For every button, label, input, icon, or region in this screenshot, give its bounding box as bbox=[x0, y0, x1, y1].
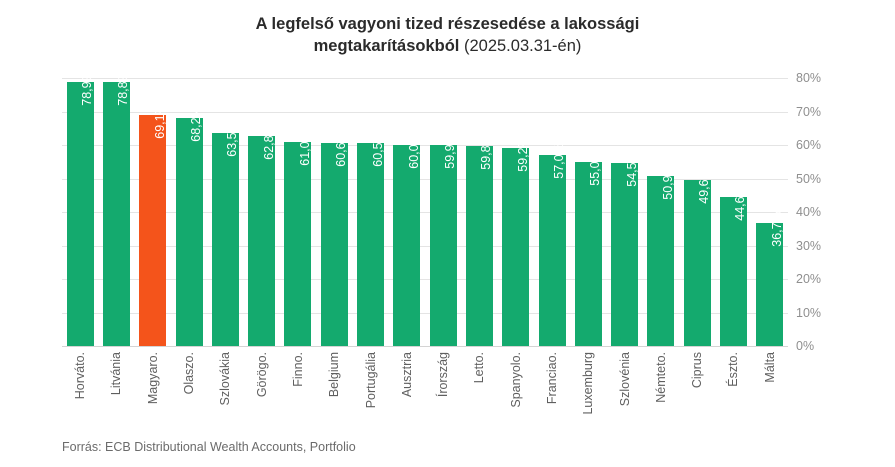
x-label-slot bbox=[316, 352, 352, 442]
bar-slot bbox=[62, 69, 98, 346]
x-label-slot bbox=[352, 352, 388, 442]
x-label-slot bbox=[752, 352, 788, 442]
bar[interactable] bbox=[321, 131, 349, 346]
bar[interactable] bbox=[720, 184, 748, 346]
x-axis-category-label: Magyaro. bbox=[145, 352, 160, 405]
x-label-slot bbox=[498, 352, 534, 442]
bar-value-label: 55,0% bbox=[588, 150, 603, 186]
bar-slot bbox=[280, 78, 316, 346]
bar[interactable] bbox=[139, 102, 167, 346]
bar-slot bbox=[643, 78, 679, 346]
bar-value-label: 63,5% bbox=[225, 121, 240, 158]
x-label-slot bbox=[715, 352, 751, 442]
page-title bbox=[0, 14, 895, 58]
bar[interactable] bbox=[103, 70, 131, 346]
x-axis-category-label: Franciao. bbox=[545, 352, 559, 405]
bar-slot bbox=[207, 78, 243, 346]
bar[interactable] bbox=[502, 135, 530, 346]
x-axis-category-label: Írország bbox=[436, 352, 451, 398]
bar[interactable] bbox=[357, 131, 385, 346]
bar[interactable] bbox=[684, 168, 712, 346]
y-axis-tick-label: 80% bbox=[796, 71, 822, 85]
bar[interactable] bbox=[248, 123, 276, 346]
title-line-1: A legfelső vagyoni tized részesedése a lakossági bbox=[255, 15, 640, 33]
x-label-slot bbox=[534, 352, 570, 442]
bar[interactable] bbox=[611, 151, 639, 346]
x-label-slot bbox=[606, 352, 642, 442]
x-label-slot bbox=[171, 352, 207, 442]
bar-slot bbox=[98, 70, 134, 346]
x-axis-category-label: Belgium bbox=[327, 352, 342, 398]
bar-slot bbox=[389, 78, 425, 346]
x-axis-category-label: Olaszo. bbox=[182, 352, 197, 395]
bar-slot bbox=[752, 78, 788, 346]
x-label-slot bbox=[425, 352, 461, 442]
y-axis-tick-label: 20% bbox=[796, 272, 822, 286]
bar-slot bbox=[171, 78, 207, 346]
bar-slot bbox=[534, 78, 570, 346]
bar-value-label: 60,5% bbox=[370, 131, 385, 168]
x-axis-category-label: Litvánia bbox=[109, 352, 124, 396]
bar[interactable] bbox=[539, 143, 566, 346]
x-label-slot bbox=[62, 352, 98, 442]
x-axis-category-label: Ciprus bbox=[690, 352, 705, 389]
bar[interactable] bbox=[176, 105, 204, 346]
bar-value-label: 50,9% bbox=[660, 163, 675, 200]
bar[interactable] bbox=[212, 121, 240, 346]
title-line-2-date: (2025.03.31-én) bbox=[463, 36, 582, 55]
bar-value-label: 49,6% bbox=[697, 168, 712, 204]
y-axis-tick-label: 30% bbox=[796, 238, 822, 253]
bar-value-label: 57,0% bbox=[552, 143, 566, 179]
bar-value-label: 69,1% bbox=[152, 102, 167, 139]
bar-slot bbox=[135, 78, 171, 346]
x-label-slot bbox=[570, 352, 606, 442]
bar-slot bbox=[498, 78, 534, 346]
bar-slot bbox=[352, 78, 388, 346]
bar-slot bbox=[570, 78, 606, 346]
plot-area bbox=[62, 69, 788, 346]
bar-slot bbox=[715, 78, 751, 346]
bar-slot bbox=[425, 78, 461, 346]
x-axis-category-label: Luxemburg bbox=[581, 352, 596, 415]
bar-value-label: 60,6% bbox=[334, 131, 349, 167]
x-axis-category-label: Horváto. bbox=[73, 352, 88, 400]
y-axis-tick-label: 0% bbox=[796, 339, 815, 353]
x-axis-line bbox=[62, 346, 788, 347]
y-axis-tick-label: 40% bbox=[796, 205, 822, 219]
source-note: Forrás: ECB Distributional Wealth Accounts, Portfolio bbox=[62, 440, 356, 454]
x-axis-category-label: Némteto. bbox=[653, 352, 668, 403]
bar-slot bbox=[606, 78, 642, 346]
y-axis-tick-label: 10% bbox=[796, 305, 822, 320]
x-axis-category-label: Letto. bbox=[472, 352, 487, 384]
x-axis-category-label: Ausztria bbox=[399, 352, 414, 398]
bar-value-label: 36,7% bbox=[769, 211, 784, 247]
bar[interactable] bbox=[284, 129, 312, 346]
bar-value-label: 78,8% bbox=[116, 70, 131, 106]
x-label-slot bbox=[207, 352, 243, 442]
x-axis-category-label: Szlovákia bbox=[218, 352, 233, 406]
bar-value-label: 59,2% bbox=[515, 135, 530, 172]
bar-value-label: 60,0% bbox=[406, 133, 421, 169]
x-label-slot bbox=[679, 352, 715, 442]
bar-value-label: 62,8% bbox=[261, 123, 276, 160]
bar[interactable] bbox=[67, 69, 95, 346]
x-axis-category-label: Finno. bbox=[290, 352, 305, 387]
bar[interactable] bbox=[756, 211, 784, 346]
x-axis-category-label: Portugália bbox=[363, 352, 378, 409]
x-label-slot bbox=[643, 352, 679, 442]
bar-value-label: 59,8% bbox=[479, 133, 494, 170]
x-axis-category-label: Észto. bbox=[726, 352, 741, 387]
bar[interactable] bbox=[393, 133, 421, 346]
bar-value-label: 54,5% bbox=[624, 151, 639, 188]
title-line-2 bbox=[0, 36, 895, 58]
x-axis-labels bbox=[62, 352, 788, 442]
x-label-slot bbox=[389, 352, 425, 442]
bar-slot bbox=[316, 78, 352, 346]
bar-value-label: 68,2% bbox=[189, 105, 204, 142]
bar-value-label: 44,6% bbox=[733, 184, 748, 221]
bar-slot bbox=[243, 78, 279, 346]
title-line-2-bold: megtakarításokból bbox=[313, 36, 464, 55]
x-label-slot bbox=[135, 352, 171, 442]
x-label-slot bbox=[98, 352, 134, 442]
x-axis-category-label: Spanyolo. bbox=[508, 352, 523, 408]
bar-series bbox=[62, 69, 788, 346]
bar[interactable] bbox=[575, 150, 603, 346]
x-axis-category-label: Málta bbox=[762, 352, 777, 383]
x-label-slot bbox=[243, 352, 279, 442]
bar[interactable] bbox=[647, 163, 675, 347]
bar[interactable] bbox=[466, 133, 494, 346]
bar-slot bbox=[679, 78, 715, 346]
bar-value-label: 59,9% bbox=[443, 133, 458, 170]
bar-value-label: 61,0% bbox=[297, 129, 312, 166]
bar-slot bbox=[461, 78, 497, 346]
y-axis-tick-label: 50% bbox=[796, 171, 822, 186]
x-axis-category-label: Görögo. bbox=[254, 352, 269, 398]
bar-value-label: 78,9% bbox=[80, 69, 95, 106]
y-axis-tick-label: 60% bbox=[796, 138, 822, 152]
y-axis-tick-label: 70% bbox=[796, 104, 822, 119]
x-axis-category-label: Szlovénia bbox=[617, 352, 632, 407]
x-label-slot bbox=[280, 352, 316, 442]
x-label-slot bbox=[461, 352, 497, 442]
bar[interactable] bbox=[430, 133, 458, 346]
